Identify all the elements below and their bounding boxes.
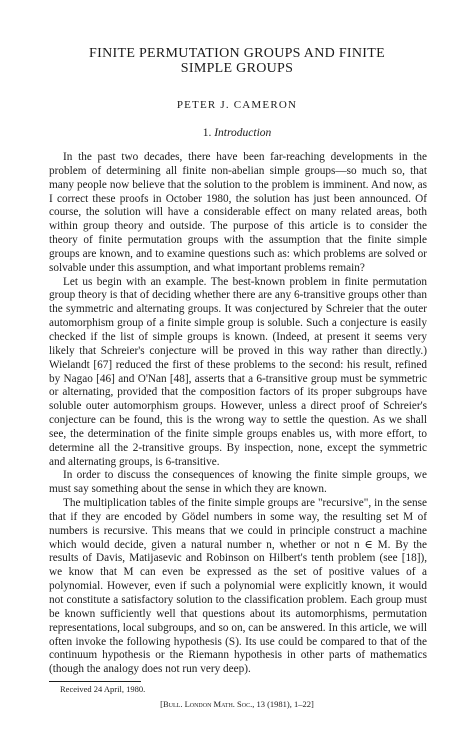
author-name: PETER J. CAMERON (176, 99, 298, 111)
body-text (49, 151, 427, 677)
section-number: 1. (202, 127, 212, 139)
footnote-divider (49, 681, 141, 682)
journal-citation: [Bull. London Math. Soc., 13 (1981), 1–22] (160, 699, 314, 709)
article-title-line-1: FINITE PERMUTATION GROUPS AND FINITE (89, 46, 385, 61)
paragraph: The multiplication tables of the finite simple groups are "recursive", in the sense that if they are encoded by Gödel numbers in some way, the resulting set M of numbers is recursive. This means that we could in principle construct a machine which would decide, given a natural number n, whether or not n ∈ M. By the results of Davis, Matijasevic and Robinson on Hilbert's tenth problem (see [18]), we know that M can even be expressed as the set of positive values of a polynomial. However, even if such a polynomial were explicitly known, it would not constitute a satisfactory solution to the classification problem. Each group must be known sufficiently well that questions about its automorphisms, permutation representations, local subgroups, and so on, can be answered. In this article, we will often invoke the following hypothesis (S). Its use could be compared to that of the continuum hypothesis or the Riemann hypothesis in other parts of mathematics (though the analogy does not run very deep). (49, 497, 427, 676)
article-title-line-2: SIMPLE GROUPS (180, 61, 294, 76)
paragraph: In the past two decades, there have been far-reaching developments in the problem of determining all finite non-abelian simple groups—so much so, that many people now believe that the solution to the problem is imminent. And now, as I correct these proofs in October 1980, the solution has just been announced. Of course, the solution will have a considerable effect on many related areas, both within group theory and outside. The purpose of this article is to consider the theory of finite permutation groups with the assumption that the finite simple groups are known, and to examine questions such as: which problems are solved or solvable under this assumption, and what important problems remain? (49, 151, 427, 274)
paragraph: Let us begin with an example. The best-known problem in finite permutation group theory is that of deciding whether there are any 6-transitive groups other than the symmetric and alternating groups. It was conjectured by Schreier that the outer automorphism group of a finite simple group is soluble. Such a conjecture is easily checked if the list of simple groups is known. (Indeed, at present it seems very likely that Schreier's conjecture will be proved in this way rather than directly.) Wielandt [67] reduced the first of these problems to the second: his result, refined by Nagao [46] and O'Nan [48], asserts that a 6-transitive group must be symmetric or alternating, provided that the composition factors of its proper subgroups have soluble outer automorphism groups. However, unless a direct proof of Schreier's conjecture can be found, this is the wrong way to settle the question. As we shall see, the determination of the finite simple groups enables us, with more effort, to determine all the 2-transitive groups. By inspection, none, except the symmetric and alternating groups, is 6-transitive. (49, 275, 427, 468)
article-title (40, 46, 434, 76)
paragraph: In order to discuss the consequences of knowing the finite simple groups, we must say something about the sense in which they are known. (49, 469, 427, 496)
section-title: Introduction (214, 127, 272, 139)
received-date: Received 24 April, 1980. (60, 684, 146, 694)
section-heading (40, 127, 434, 140)
